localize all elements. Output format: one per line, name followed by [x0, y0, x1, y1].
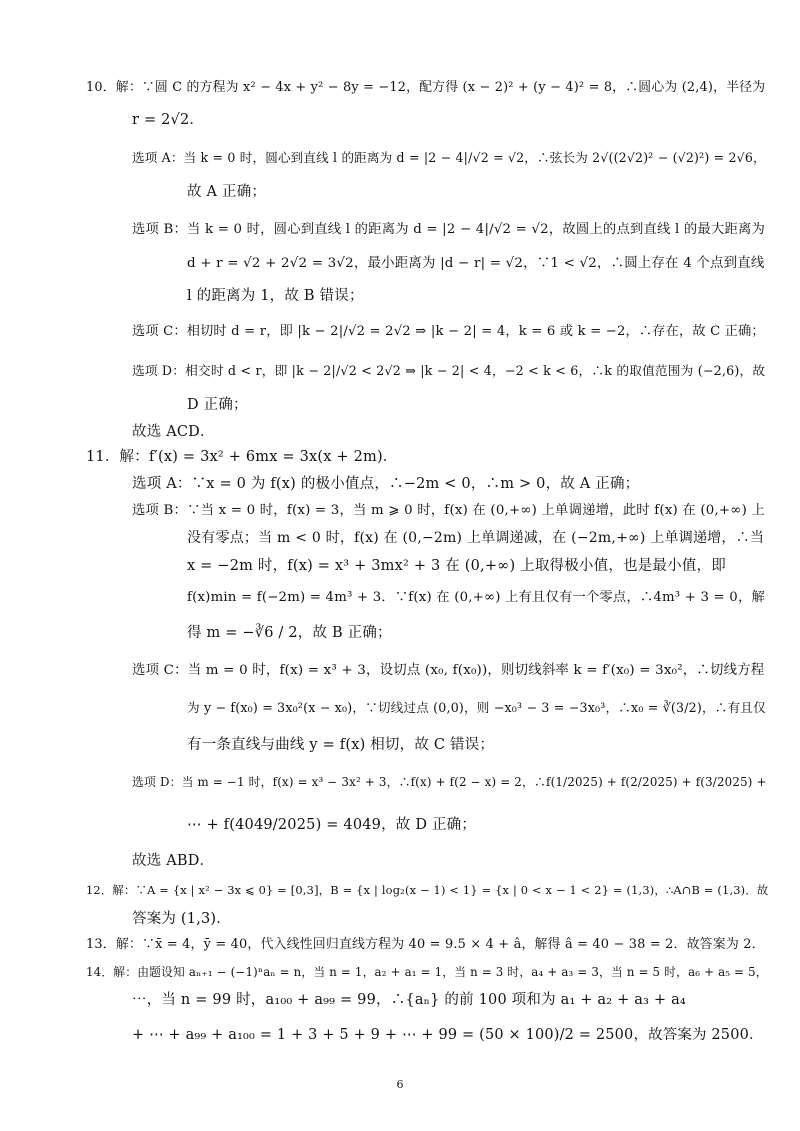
text-line: 14．解：由题设知 aₙ₊₁ − (−1)ⁿaₙ = n，当 n = 1，a₂ + a₁ = 1，当 n = 3 时，a₄ + a₃ = 3，当 n = 5 时，a₆ + a₅ = 5， — [86, 965, 768, 979]
text-line: 答案为 (1,3)． — [132, 911, 231, 927]
text-line: d + r = √2 + 2√2 = 3√2，最小距离为 |d − r| = √2，∵1 < √2，∴圆上存在 4 个点到直线 — [187, 256, 765, 271]
text-line: 故 A 正确； — [187, 184, 267, 200]
text-line: 选项 B：∵当 x = 0 时，f(x) = 3，当 m ⩾ 0 时，f(x) 在 (0,+∞) 上单调递增，此时 f(x) 在 (0,+∞) 上 — [132, 503, 766, 518]
text-line: 有一条直线与曲线 y = f(x) 相切，故 C 错误； — [187, 737, 495, 753]
text-line: 没有零点；当 m < 0 时，f(x) 在 (0,−2m) 上单调递减，在 (−2m,+∞) 上单调递增，∴当 — [187, 530, 765, 546]
text-line: r = 2√2． — [132, 112, 205, 128]
text-line: ⋯ + f(4049/2025) = 4049，故 D 正确； — [187, 817, 477, 833]
text-line: ⋯，当 n = 99 时，a₁₀₀ + a₉₉ = 99，∴{aₙ} 的前 100 项和为 a₁ + a₂ + a₃ + a₄ — [132, 992, 686, 1008]
text-line: 故选 ABD． — [132, 853, 215, 869]
text-line: 为 y − f(x₀) = 3x₀²(x − x₀)，∵切线过点 (0,0)，则 −x₀³ − 3 = −3x₀³，∴x₀ = ∛(3/2)，∴有且仅 — [187, 700, 766, 715]
text-line: 13．解：∵x̄ = 4，ȳ = 40，代入线性回归直线方程为 40 = 9.5 × 4 + â，解得 â = 40 − 38 = 2．故答案为 2． — [86, 937, 765, 952]
text-line: f(x)min = f(−2m) = 4m³ + 3．∵f(x) 在 (0,+∞) 上有且仅有一个零点，∴4m³ + 3 = 0，解 — [187, 590, 765, 605]
text-line: 得 m = −∛6 / 2，故 B 正确； — [187, 625, 392, 641]
text-line: 选项 A：∵x = 0 为 f(x) 的极小值点，∴−2m < 0，∴m > 0，故 A 正确； — [132, 476, 640, 492]
page-number: 6 — [396, 1078, 404, 1091]
text-line: 选项 D：当 m = −1 时，f(x) = x³ − 3x² + 3，∴f(x) + f(2 − x) = 2，∴f(1/2025) + f(2/2025) + f(3/2025) + — [132, 775, 767, 789]
text-line: 选项 C：相切时 d = r，即 |k − 2|/√2 = 2√2 ⇒ |k − 2| = 4，k = 6 或 k = −2，∴存在，故 C 正确； — [132, 324, 765, 339]
text-line: 选项 A：当 k = 0 时，圆心到直线 l 的距离为 d = |2 − 4|/√2 = √2，∴弦长为 2√((2√2)² − (√2)²) = 2√6， — [132, 150, 766, 165]
text-line: l 的距离为 1，故 B 错误； — [187, 288, 364, 304]
text-line: 选项 D：相交时 d < r，即 |k − 2|/√2 < 2√2 ⇒ |k − 2| < 4，−2 < k < 6，∴k 的取值范围为 (−2,6)，故 — [132, 363, 766, 378]
text-line: 11．解：f′(x) = 3x² + 6mx = 3x(x + 2m)． — [86, 449, 398, 465]
text-line: x = −2m 时，f(x) = x³ + 3mx² + 3 在 (0,+∞) 上取得极小值，也是最小值，即 — [187, 558, 726, 574]
text-line: 故选 ACD． — [132, 424, 215, 440]
text-line: 10．解：∵圆 C 的方程为 x² − 4x + y² − 8y = −12，配方得 (x − 2)² + (y − 4)² = 8，∴圆心为 (2,4)，半径为 — [86, 80, 766, 95]
text-line: 选项 B：当 k = 0 时，圆心到直线 l 的距离为 d = |2 − 4|/√2 = √2，故圆上的点到直线 l 的最大距离为 — [132, 222, 766, 237]
text-line: D 正确； — [187, 397, 248, 413]
text-line: + ⋯ + a₉₉ + a₁₀₀ = 1 + 3 + 5 + 9 + ⋯ + 99 = (50 × 100)/2 = 2500，故答案为 2500． — [132, 1027, 764, 1043]
text-line: 12．解：∵A = {x | x² − 3x ⩽ 0} = [0,3]，B = {x | log₂(x − 1) < 1} = {x | 0 < x − 1 < 2} = (1,3)，∴A∩B = (1,3)．故 — [86, 883, 769, 897]
text-line: 选项 C：当 m = 0 时，f(x) = x³ + 3，设切点 (x₀, f(x₀))，则切线斜率 k = f′(x₀) = 3x₀²，∴切线方程 — [132, 663, 765, 678]
